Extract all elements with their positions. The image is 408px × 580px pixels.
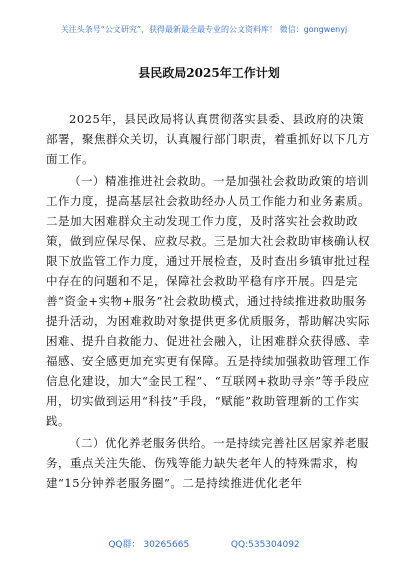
paragraph-elderly-services: （二）优化养老服务供给。一是持续完善社区居家养老服务，重点关注失能、伤残等能力缺失老年人的特殊需求，构建“15分钟养老服务圈”。二是持续推进优化老年 bbox=[46, 436, 369, 490]
footer-qq-group: QQ群： 30265665 bbox=[108, 540, 190, 550]
paragraph-social-assistance: （一）精准推进社会救助。一是加强社会救助政策的培训工作力度，提高基层社会救助经办人员工作能力和业务素质。二是加大困难群众主动发现工作力度，及时落实社会救助政策，做到应保尽保、应救尽救。三是加大社会救助审核确认权限下放监管工作力度，通过开展检查，及时查出乡镇审批过程中存在的问题和不足，保障社会救助平稳有序开展。四是完善“资金+实物+服务”社会救助模式，通过持续推进救助服务提升活动，为困难救助对象提供更多优质服务，帮助解决实际困难、提升自救能力、促进社会融入，让困难群众获得感、幸福感、安全感更加充实更有保障。五是持续加强救助管理工作信息化建设，加大“金民工程”、“互联网+救助寻亲”等手段应用，切实做到运用“科技”手段，“赋能”救助管理新的工作实践。 bbox=[46, 174, 370, 428]
document-page bbox=[46, 64, 372, 493]
paragraph-intro: 2025年，县民政局将认真贯彻落实县委、县政府的决策部署，聚焦群众关切，认真履行部门职责，着重抓好以下几方面工作。 bbox=[46, 112, 370, 166]
document-title: 县民政局2025年工作计划 bbox=[138, 66, 280, 80]
footer-contact bbox=[0, 537, 408, 550]
footer-qq: QQ:535304092 bbox=[230, 540, 300, 550]
header-banner: 关注头条号“公文研究”，获得最新最全最专业的公文资料库！ 微信：gongwenyj bbox=[60, 25, 348, 34]
